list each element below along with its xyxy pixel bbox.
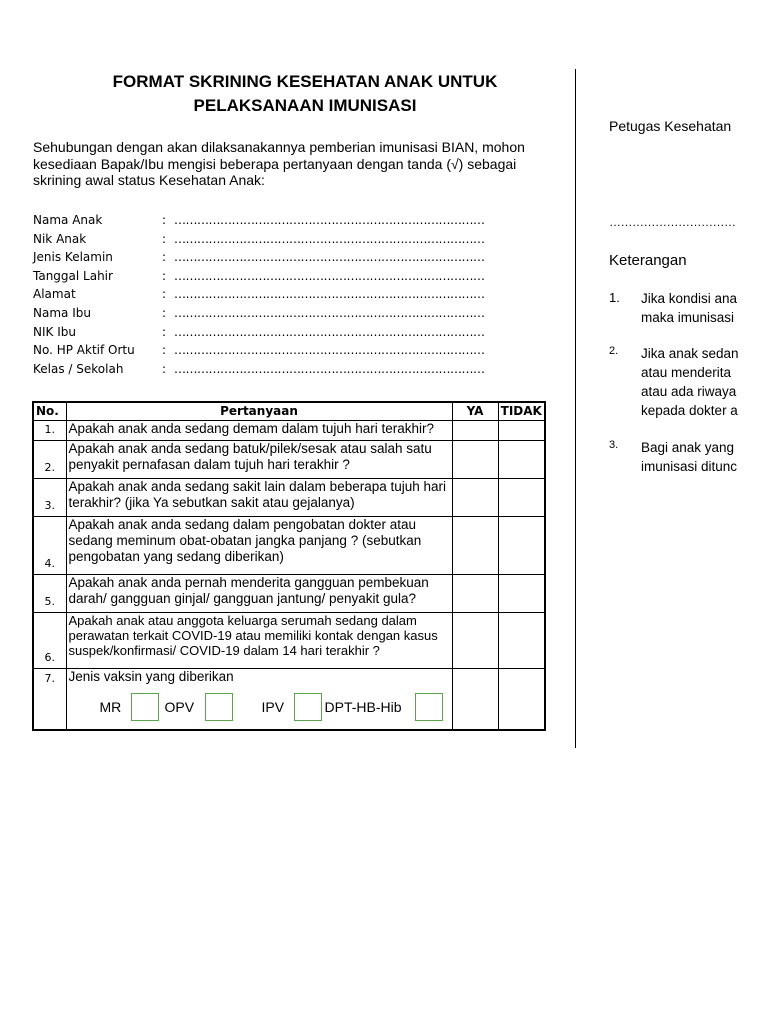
field-fill-line[interactable]: ……………………………………………………………………… bbox=[174, 343, 485, 358]
form-title bbox=[60, 70, 550, 118]
answer-no-cell[interactable] bbox=[498, 575, 545, 613]
note-text bbox=[641, 344, 739, 420]
field-label: Jenis Kelamin bbox=[33, 250, 113, 265]
field-fill-line[interactable]: ……………………………………………………………………… bbox=[174, 305, 485, 320]
screening-table bbox=[32, 401, 546, 731]
question-text: Apakah anak anda sedang dalam pengobatan dokter atau sedang meminum obat-obatan jangka panjang ? (sebutkan pengobatan yang sedang diberikan) bbox=[66, 517, 452, 575]
note-line: kepada dokter a bbox=[641, 403, 738, 418]
field-colon: : bbox=[162, 305, 167, 320]
table-row bbox=[33, 479, 545, 517]
answer-yes-cell[interactable] bbox=[452, 613, 498, 669]
field-label: Tanggal Lahir bbox=[33, 268, 113, 283]
field-fill-line[interactable]: ……………………………………………………………………… bbox=[174, 268, 485, 283]
answer-no-cell[interactable] bbox=[498, 441, 545, 479]
question-text: Apakah anak anda pernah menderita gangguan pembekuan darah/ gangguan ginjal/ gangguan jantung/ penyakit gula? bbox=[66, 575, 452, 613]
note-number: 3. bbox=[609, 439, 619, 451]
note-line: atau menderita bbox=[641, 365, 732, 380]
answer-yes-cell[interactable] bbox=[452, 669, 498, 730]
note-text bbox=[641, 289, 737, 327]
field-fill-line[interactable]: ……………………………………………………………………… bbox=[174, 361, 485, 376]
table-row bbox=[33, 669, 545, 730]
vaccine-label: OPV bbox=[164, 699, 195, 715]
note-line: Bagi anak yang bbox=[641, 440, 735, 455]
field-colon: : bbox=[162, 343, 167, 358]
question-text: Apakah anak anda sedang sakit lain dalam beberapa tujuh hari terakhir? (jika Ya sebutkan sakit atau gejalanya) bbox=[66, 479, 452, 517]
table-row bbox=[33, 613, 545, 669]
row-number: 1. bbox=[33, 421, 66, 441]
field-fill-line[interactable]: ……………………………………………………………………… bbox=[174, 231, 485, 246]
header-no-answer: TIDAK bbox=[498, 402, 545, 421]
keterangan-heading: Keterangan bbox=[609, 252, 687, 269]
answer-no-cell[interactable] bbox=[498, 669, 545, 730]
answer-yes-cell[interactable] bbox=[452, 517, 498, 575]
note-number: 2. bbox=[609, 345, 619, 357]
petugas-label: Petugas Kesehatan bbox=[609, 118, 732, 134]
field-colon: : bbox=[162, 287, 167, 302]
field-colon: : bbox=[162, 250, 167, 265]
column-divider bbox=[575, 69, 576, 748]
field-label: NIK Ibu bbox=[33, 324, 76, 339]
row-number: 5. bbox=[33, 575, 66, 613]
signature-line: …………………………… bbox=[609, 215, 736, 229]
header-no: No. bbox=[33, 402, 66, 421]
table-row bbox=[33, 517, 545, 575]
answer-no-cell[interactable] bbox=[498, 613, 545, 669]
table-row bbox=[33, 441, 545, 479]
intro-paragraph: Sehubungan dengan akan dilaksanakannya pemberian imunisasi BIAN, mohon kesediaan Bapak/Ibu mengisi beberapa pertanyaan dengan tanda (√) sebagai skrining awal status Kesehatan Anak: bbox=[33, 139, 525, 188]
field-colon: : bbox=[162, 213, 167, 227]
vaccine-label: IPV bbox=[261, 699, 285, 715]
row-number: 2. bbox=[33, 441, 66, 479]
answer-no-cell[interactable] bbox=[498, 517, 545, 575]
note-line: maka imunisasi bbox=[641, 310, 735, 325]
answer-no-cell[interactable] bbox=[498, 421, 545, 441]
note-line: atau ada riwaya bbox=[641, 384, 737, 399]
field-label: Nama Anak bbox=[33, 213, 103, 227]
field-colon: : bbox=[162, 268, 167, 283]
vaccine-checkbox[interactable] bbox=[205, 693, 233, 721]
title-line-1: FORMAT SKRINING KESEHATAN ANAK UNTUK bbox=[112, 72, 498, 91]
row-number: 4. bbox=[33, 517, 66, 575]
answer-yes-cell[interactable] bbox=[452, 421, 498, 441]
vaccine-checkbox[interactable] bbox=[131, 693, 159, 721]
field-fill-line[interactable]: ……………………………………………………………………… bbox=[174, 250, 485, 265]
field-colon: : bbox=[162, 324, 167, 339]
question-text: Jenis vaksin yang diberikan bbox=[68, 669, 234, 684]
row-number: 3. bbox=[33, 479, 66, 517]
table-row bbox=[33, 421, 545, 441]
vaccine-checkbox-row bbox=[69, 693, 452, 723]
field-fill-line[interactable]: ……………………………………………………………………… bbox=[174, 287, 485, 302]
field-label: No. HP Aktif Ortu bbox=[33, 343, 135, 358]
vaccine-checkbox[interactable] bbox=[294, 693, 322, 721]
note-number: 1. bbox=[609, 290, 620, 305]
note-text bbox=[641, 438, 737, 476]
question-text: Apakah anak atau anggota keluarga serumah sedang dalam perawatan terkait COVID-19 atau memiliki kontak dengan kasus suspek/konfirmasi/ COVID-19 dalam 14 hari terakhir ? bbox=[66, 613, 452, 669]
row-number: 7. bbox=[33, 669, 66, 730]
table-row bbox=[33, 575, 545, 613]
header-question: Pertanyaan bbox=[66, 402, 452, 421]
title-line-2: PELAKSANAAN IMUNISASI bbox=[193, 96, 417, 115]
note-line: imunisasi ditunc bbox=[641, 459, 738, 474]
table-header-row bbox=[33, 402, 545, 421]
answer-no-cell[interactable] bbox=[498, 479, 545, 517]
note-line: Jika kondisi ana bbox=[641, 291, 738, 306]
note-line: Jika anak sedan bbox=[641, 346, 739, 361]
field-colon: : bbox=[162, 361, 167, 376]
field-fill-line[interactable]: ……………………………………………………………………… bbox=[174, 324, 485, 339]
question-text: Apakah anak anda sedang batuk/pilek/sesak atau salah satu penyakit pernafasan dalam tujuh hari terakhir ? bbox=[66, 441, 452, 479]
field-label: Kelas / Sekolah bbox=[33, 361, 124, 376]
field-label: Alamat bbox=[33, 287, 76, 302]
vaccine-label: DPT-HB-Hib bbox=[324, 699, 402, 715]
answer-yes-cell[interactable] bbox=[452, 441, 498, 479]
answer-yes-cell[interactable] bbox=[452, 479, 498, 517]
field-fill-line[interactable]: ……………………………………………………………………… bbox=[174, 213, 485, 227]
field-colon: : bbox=[162, 231, 167, 246]
answer-yes-cell[interactable] bbox=[452, 575, 498, 613]
header-yes: YA bbox=[452, 402, 498, 421]
row-number: 6. bbox=[33, 613, 66, 669]
field-label: Nik Anak bbox=[33, 231, 87, 246]
vaccine-label: MR bbox=[99, 699, 122, 715]
vaccine-checkbox[interactable] bbox=[415, 693, 443, 721]
vaccine-cell bbox=[66, 669, 452, 730]
field-label: Nama Ibu bbox=[33, 305, 91, 320]
question-text: Apakah anak anda sedang demam dalam tujuh hari terakhir? bbox=[66, 421, 452, 441]
